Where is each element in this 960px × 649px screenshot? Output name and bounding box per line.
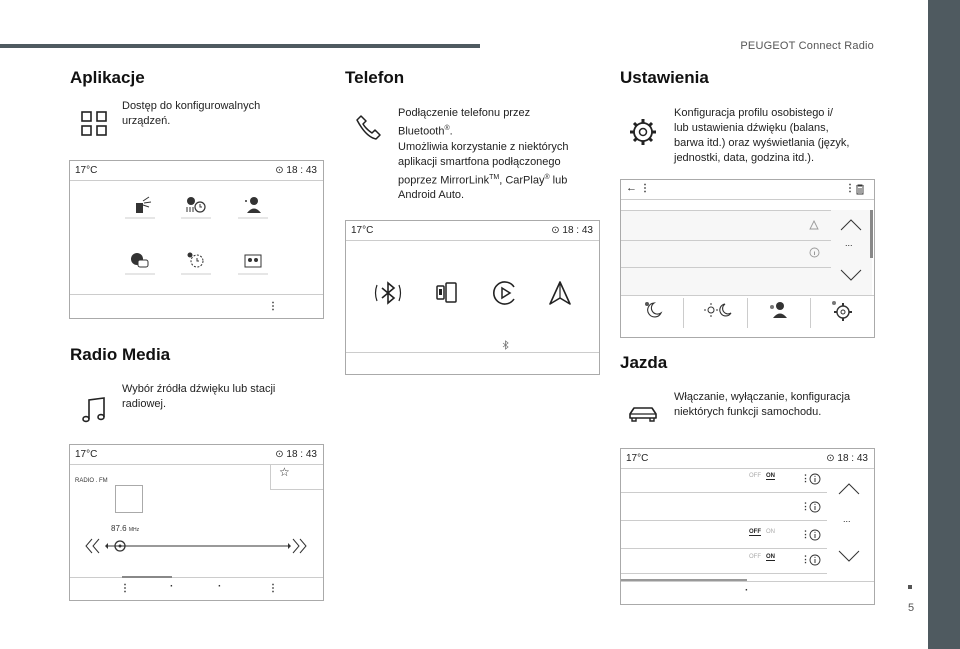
temperature: 17°C xyxy=(626,453,649,464)
frequency-slider[interactable] xyxy=(84,535,308,557)
aplikacje-title: Aplikacje xyxy=(70,68,145,87)
status-bar xyxy=(621,449,874,467)
toggle-row-4[interactable]: OFF ON xyxy=(749,554,776,560)
app-tile-user-icon[interactable] xyxy=(238,193,268,219)
jazda-description: Włączanie, wyłączanie, konfiguracja niektórych funkcji samochodu. xyxy=(674,391,851,418)
more-icon[interactable]: ... xyxy=(845,238,853,248)
aplikacje-description: Dostęp do konfigurowalnych urządzeń. xyxy=(122,100,261,127)
ustawienia-screen xyxy=(620,179,875,338)
toggle-row-3[interactable]: OFF ON xyxy=(749,529,776,535)
more-icon[interactable]: ... xyxy=(843,514,851,524)
trash-icon[interactable] xyxy=(855,184,865,195)
info-icon[interactable] xyxy=(809,501,821,513)
jazda-title: Jazda xyxy=(620,353,668,372)
status-bar xyxy=(70,161,323,179)
app-tile-settings-clock-icon[interactable] xyxy=(181,249,211,275)
page-dot[interactable]: · xyxy=(745,585,749,596)
row-menu-icon[interactable]: ⋮ xyxy=(801,554,810,564)
header-menu-icon[interactable]: ⋮ xyxy=(640,183,650,194)
music-note-icon xyxy=(78,393,112,427)
scroll-down-icon[interactable] xyxy=(839,268,863,282)
menu-dots-icon[interactable]: ⋮ xyxy=(268,301,278,312)
page-bullet xyxy=(908,585,912,589)
radio-screen xyxy=(69,444,324,601)
profile-tab-icon[interactable] xyxy=(767,300,791,320)
toggle-row-1[interactable]: OFF ON xyxy=(749,473,776,479)
temperature: 17°C xyxy=(75,165,98,176)
mirrorlink-icon[interactable] xyxy=(432,279,460,307)
top-rule xyxy=(0,44,480,48)
back-arrow-icon[interactable]: ← xyxy=(626,182,637,194)
favorite-star-icon[interactable]: ☆ xyxy=(279,465,290,479)
clock: ⊙ 18 : 43 xyxy=(826,453,868,464)
radio-title: Radio Media xyxy=(70,345,171,364)
telefon-description: Podłączenie telefonu przez Bluetooth®. Umożliwia korzystanie z niektórych aplikacji smartfona podłączonego poprzez MirrorLink™, CarPlay® lub Android Auto. xyxy=(398,107,569,202)
active-tab-indicator xyxy=(122,576,172,578)
clock: ⊙ 18 : 43 xyxy=(275,165,317,176)
menu-dots-icon[interactable]: ⋮ xyxy=(268,583,278,594)
radio-description: Wybór źródła dźwięku lub stacji radiowej. xyxy=(122,383,276,410)
scroll-down-icon[interactable] xyxy=(837,549,861,563)
header-brand: PEUGEOT Connect Radio xyxy=(740,40,874,52)
radio-band: RADIO . FM xyxy=(75,478,108,484)
radio-frequency: 87.6 MHz xyxy=(111,524,140,533)
ustawienia-description: Konfiguracja profilu osobistego i/ lub ustawienia dźwięku (balans, barwa itd.) oraz wyświetlania (język, jednostki, data, godzina itd.). xyxy=(674,107,850,164)
app-tile-eco-clock-icon[interactable] xyxy=(181,193,211,219)
tab-dot-1[interactable]: · xyxy=(170,581,174,592)
apps-grid-icon xyxy=(78,107,112,141)
scrollbar[interactable] xyxy=(870,210,873,258)
phone-handset-icon xyxy=(352,110,386,144)
clock: ⊙ 18 : 43 xyxy=(275,449,317,460)
telefon-screen xyxy=(345,220,600,375)
settings-tab-icon[interactable] xyxy=(829,298,853,322)
jazda-screen xyxy=(620,448,875,605)
scroll-up-icon[interactable] xyxy=(837,482,861,496)
settings-list xyxy=(621,210,872,295)
station-artwork xyxy=(115,485,143,513)
night-mode-tab-icon[interactable] xyxy=(641,300,665,320)
temperature: 17°C xyxy=(351,225,374,236)
app-tile-chat-icon[interactable] xyxy=(125,249,155,275)
app-tile-spray-icon[interactable] xyxy=(125,193,155,219)
ustawienia-title: Ustawienia xyxy=(620,68,709,87)
gear-icon xyxy=(626,115,660,149)
status-bar xyxy=(346,221,599,239)
row-menu-icon[interactable]: ⋮ xyxy=(801,473,810,483)
page-number: 5 xyxy=(908,602,915,614)
bluetooth-icon[interactable] xyxy=(374,279,402,307)
side-bar xyxy=(928,0,960,649)
tab-dot-2[interactable]: · xyxy=(218,581,222,592)
info-icon[interactable] xyxy=(809,554,821,566)
row-menu-icon[interactable]: ⋮ xyxy=(801,529,810,539)
info-icon[interactable] xyxy=(809,473,821,485)
info-icon[interactable] xyxy=(809,529,821,541)
carplay-icon[interactable] xyxy=(490,279,518,307)
warning-icon xyxy=(809,220,819,230)
source-menu-icon[interactable]: ⋮ xyxy=(120,583,130,594)
day-night-tab-icon[interactable] xyxy=(703,300,733,320)
aplikacje-screen xyxy=(69,160,324,319)
row-menu-icon[interactable]: ⋮ xyxy=(801,501,810,511)
clock: ⊙ 18 : 43 xyxy=(551,225,593,236)
bluetooth-status-icon xyxy=(502,340,510,350)
profile-menu-icon[interactable]: ⋮ xyxy=(845,183,855,194)
status-bar xyxy=(70,445,323,463)
temperature: 17°C xyxy=(75,449,98,460)
app-tile-contacts-icon[interactable] xyxy=(238,249,268,275)
car-icon xyxy=(626,398,660,432)
telefon-title: Telefon xyxy=(345,68,405,87)
scroll-up-icon[interactable] xyxy=(839,218,863,232)
info-icon[interactable] xyxy=(809,247,820,258)
android-auto-icon[interactable] xyxy=(546,279,574,307)
